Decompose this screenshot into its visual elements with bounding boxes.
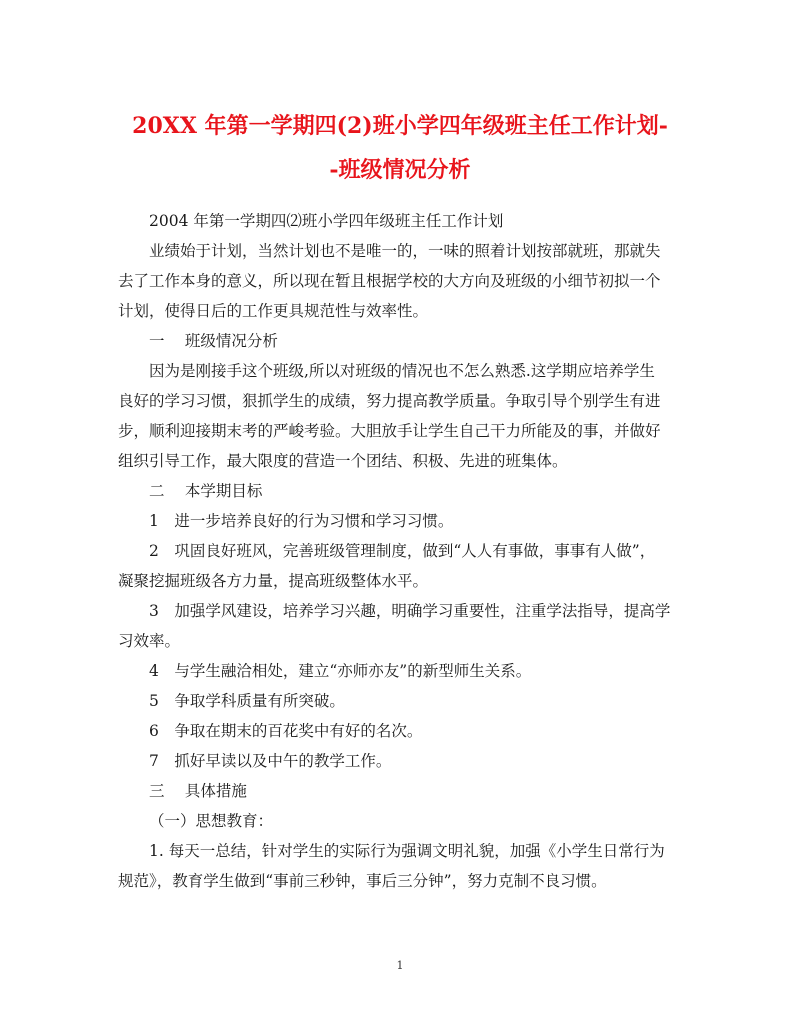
goal-item bbox=[118, 686, 686, 716]
goal-item bbox=[118, 506, 686, 536]
goal-line: 2 巩固良好班风，完善班级管理制度，做到“人人有事做，事事有人做”， bbox=[149, 542, 656, 560]
section-1-line: 步，顺利迎接期末考的严峻考验。大胆放手让学生自己干力所能及的事，并做好 bbox=[118, 422, 661, 440]
section-3-heading bbox=[118, 776, 686, 806]
goal-item bbox=[118, 536, 686, 596]
page-number: 1 bbox=[396, 959, 404, 972]
section-1-line: 良好的学习习惯，狠抓学生的成绩，努力提高教学质量。争取引导个别学生有进 bbox=[118, 392, 661, 410]
goal-line: 习效率。 bbox=[118, 632, 181, 650]
section-1-heading bbox=[118, 326, 686, 356]
intro-line: 业绩始于计划，当然计划也不是唯一的，一味的照着计划按部就班，那就失 bbox=[149, 242, 661, 260]
goal-line: 1 进一步培养良好的行为习惯和学习习惯。 bbox=[149, 512, 454, 530]
goal-line: 凝聚挖掘班级各方力量，提高班级整体水平。 bbox=[118, 572, 429, 590]
goal-item bbox=[118, 746, 686, 776]
sub-heading-text: （一）思想教育： bbox=[149, 812, 274, 830]
document-title bbox=[100, 104, 700, 192]
goal-line: 4 与学生融洽相处，建立“亦师亦友”的新型师生关系。 bbox=[149, 662, 532, 680]
subtitle bbox=[118, 206, 686, 236]
title-line-2: -班级情况分析 bbox=[329, 157, 471, 183]
goal-line: 5 争取学科质量有所突破。 bbox=[149, 692, 345, 710]
section-1-line: 组织引导工作，最大限度的营造一个团结、积极、先进的班集体。 bbox=[118, 452, 568, 470]
section-3-heading-text: 三 具体措施 bbox=[149, 782, 247, 800]
section-1-heading-text: 一 班级情况分析 bbox=[149, 332, 278, 350]
subtitle-text: 2004 年第一学期四⑵班小学四年级班主任工作计划 bbox=[149, 212, 504, 230]
goal-item bbox=[118, 596, 686, 656]
goal-line: 6 争取在期末的百花奖中有好的名次。 bbox=[149, 722, 423, 740]
measure-1-paragraph bbox=[118, 836, 686, 896]
measure-1-line: 1. 每天一总结，针对学生的实际行为强调文明礼貌，加强《小学生日常行为 bbox=[149, 842, 665, 860]
title-line-1: 20XX 年第一学期四(2)班小学四年级班主任工作计划- bbox=[132, 113, 668, 139]
goal-line: 3 加强学风建设，培养学习兴趣，明确学习重要性，注重学法指导，提高学 bbox=[149, 602, 671, 620]
goal-item bbox=[118, 656, 686, 686]
intro-line: 去了工作本身的意义，所以现在暂且根据学校的大方向及班级的小细节初拟一个 bbox=[118, 272, 661, 290]
section-2-heading bbox=[118, 476, 686, 506]
goals-list bbox=[118, 506, 686, 776]
sub-heading bbox=[118, 806, 686, 836]
measure-1-line: 规范》，教育学生做到“事前三秒钟，事后三分钟”，努力克制不良习惯。 bbox=[118, 872, 607, 890]
goal-item bbox=[118, 716, 686, 746]
intro-line: 计划，使得日后的工作更具规范性与效率性。 bbox=[118, 302, 429, 320]
section-2-heading-text: 二 本学期目标 bbox=[149, 482, 263, 500]
section-1-paragraph bbox=[118, 356, 686, 476]
goal-line: 7 抓好早读以及中午的教学工作。 bbox=[149, 752, 392, 770]
section-1-line: 因为是刚接手这个班级,所以对班级的情况也不怎么熟悉.这学期应培养学生 bbox=[149, 362, 655, 380]
document-body bbox=[118, 206, 686, 896]
intro-paragraph bbox=[118, 236, 686, 326]
